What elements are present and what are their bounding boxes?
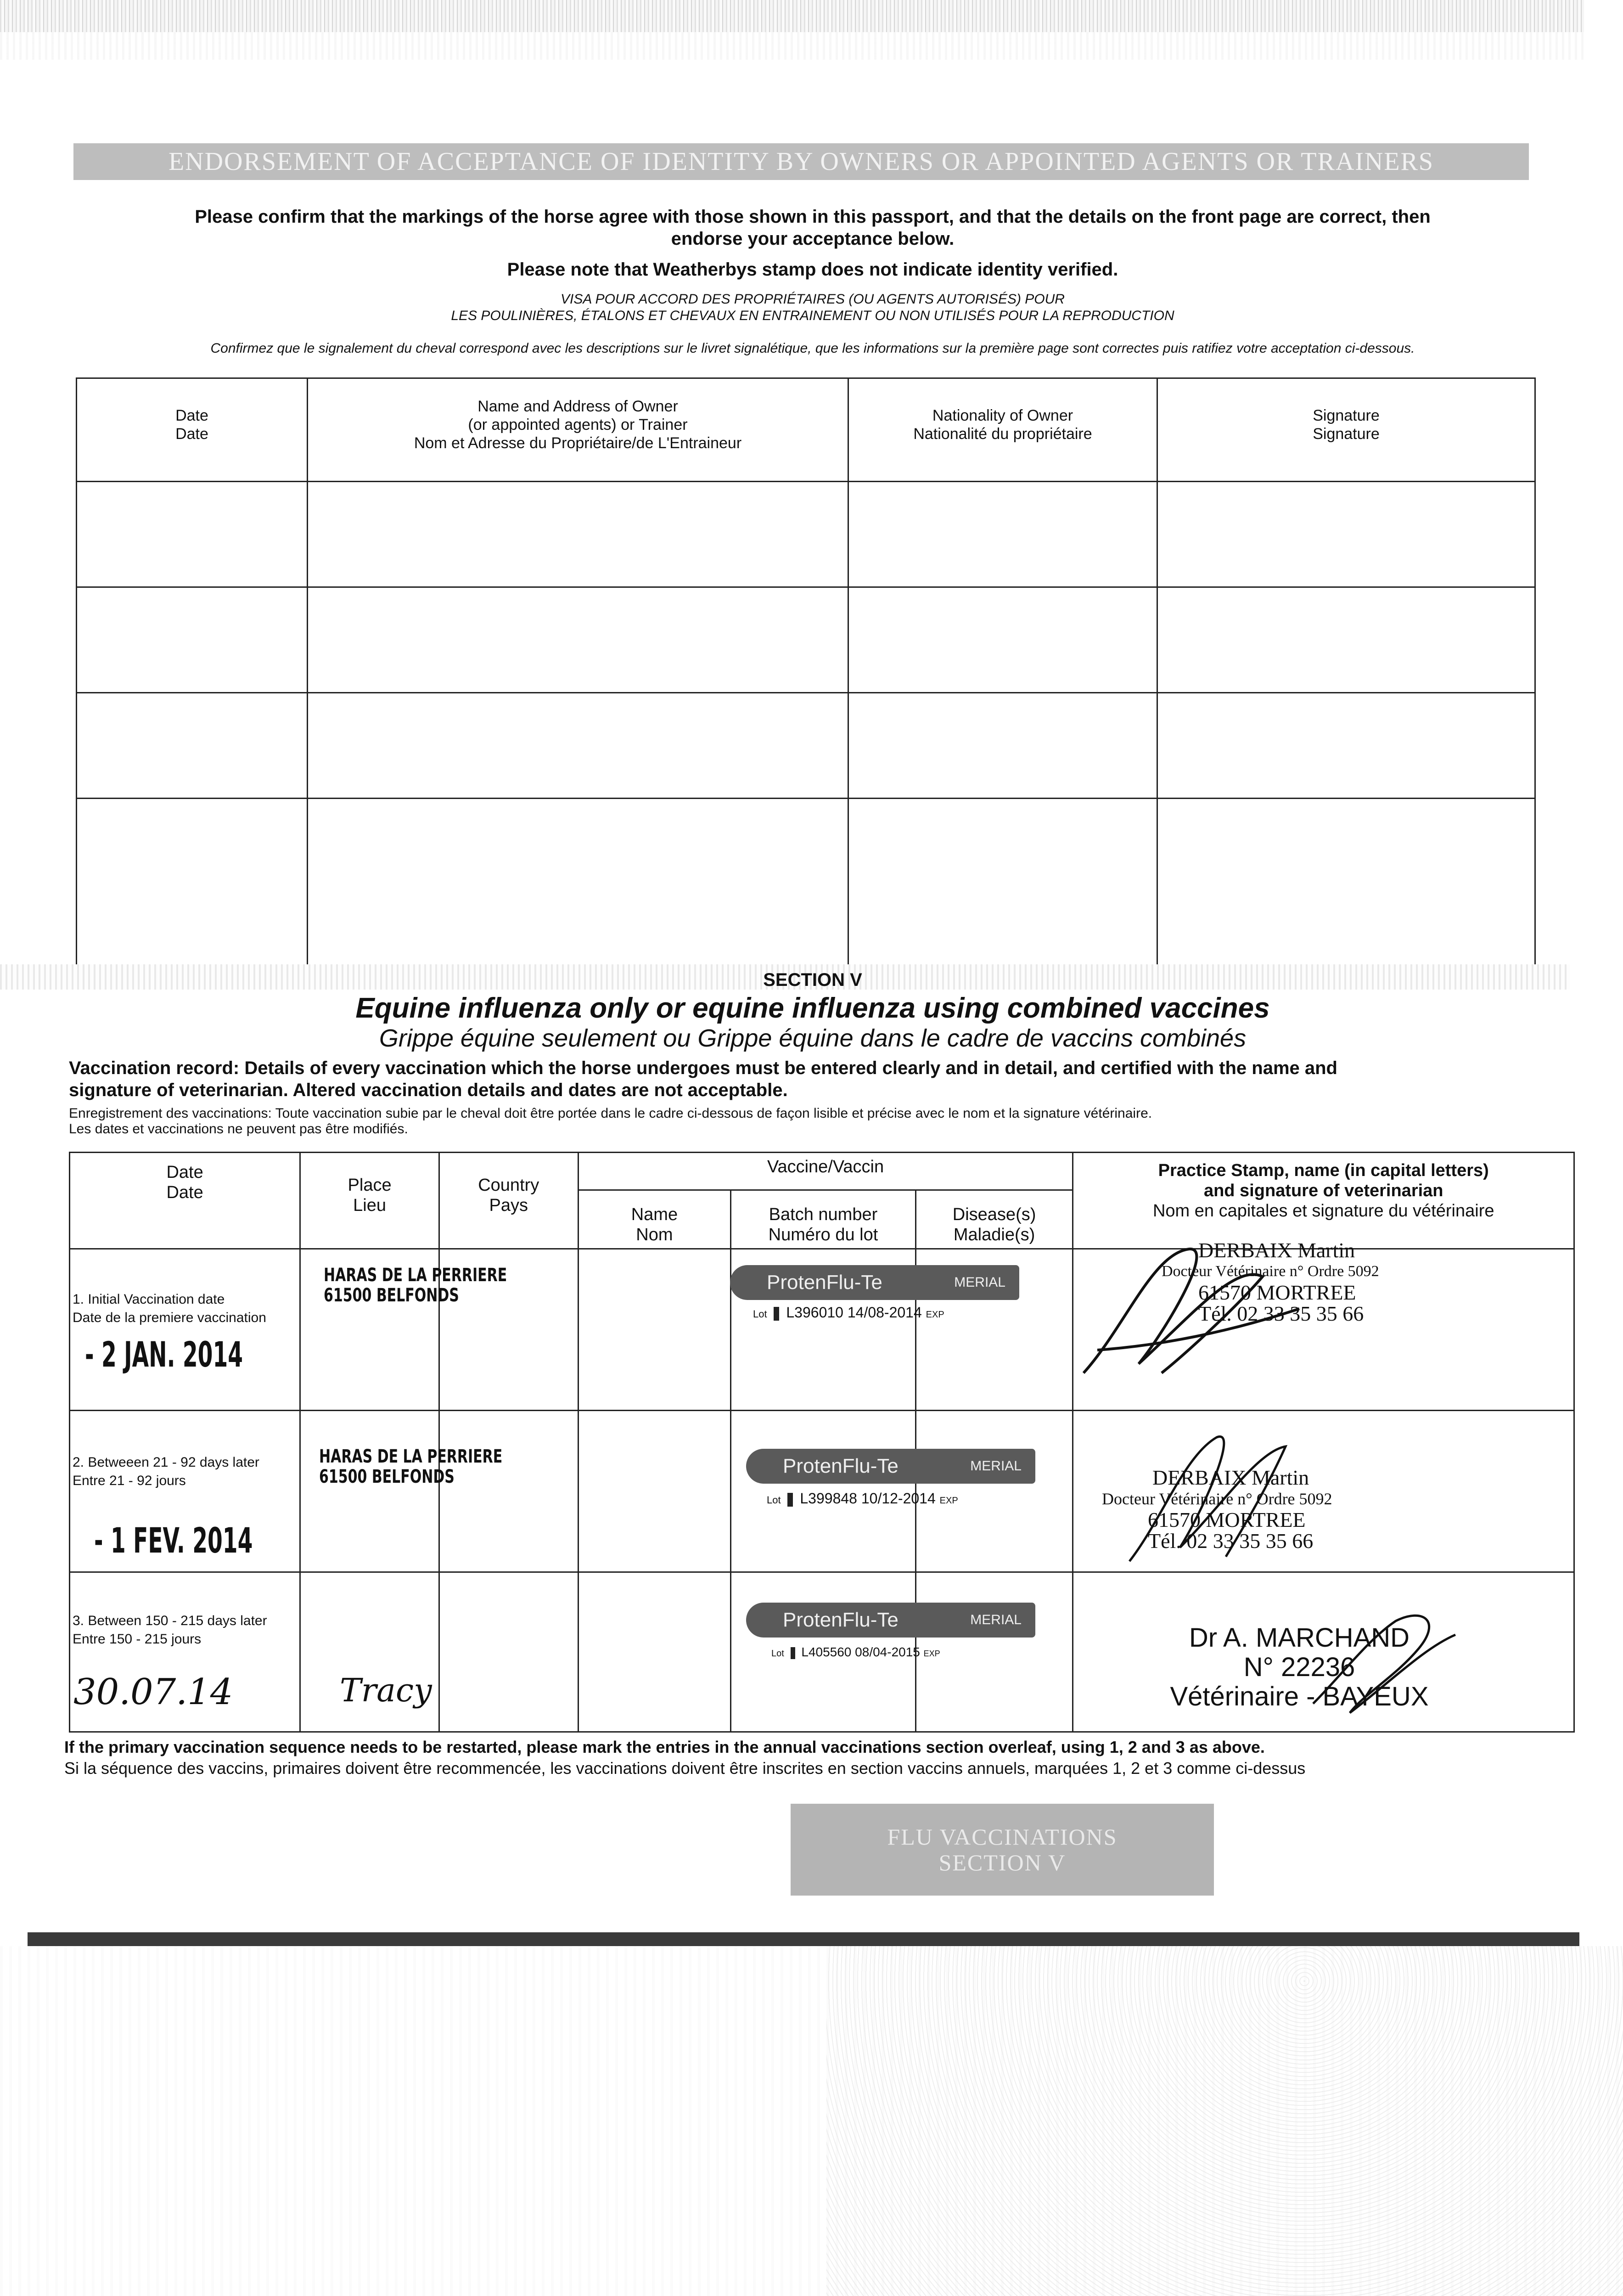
owner-cell[interactable] [1157, 587, 1535, 693]
row-3-label [73, 1612, 267, 1649]
row-3-date: 30.07.14 [73, 1671, 233, 1713]
vacc-date-en: Date [166, 1163, 203, 1182]
row-2-stamp-1: DERBAIX Martin [1152, 1466, 1309, 1489]
vacc-header-vaccine: Vaccine/Vaccin [578, 1153, 1073, 1190]
owner-cell[interactable] [848, 587, 1157, 693]
row-3-place-1: Tracy [340, 1671, 432, 1709]
record-fr-1: Enregistrement des vaccinations: Toute vaccination subie par le cheval doit être portée dans le cadre ci-dessous de façon lisible et précise avec le nom et la signature vétérinaire. [69, 1106, 1152, 1121]
row-2-stamp-2: Docteur Vétérinaire n° Ordre 5092 [1102, 1490, 1332, 1508]
header-date-en: Date [175, 407, 208, 424]
owner-cell[interactable] [77, 587, 308, 693]
vacc-stamp-en2: and signature of veterinarian [1203, 1181, 1443, 1200]
header-nat-en: Nationality of Owner [932, 407, 1073, 424]
footer-note-en: If the primary vaccination sequence needs to be restarted, please mark the entries in the annual vaccinations section overleaf, using 1, 2 and 3 as above. [64, 1738, 1265, 1756]
row-2-stamp-4: Tél. 02 33 35 35 66 [1148, 1529, 1314, 1553]
row-1-vaccine-label [730, 1265, 1019, 1300]
row-1-stamp-2: Docteur Vétérinaire n° Ordre 5092 [1162, 1263, 1379, 1280]
row-1-label-fr: Date de la premiere vaccination [73, 1310, 266, 1325]
row-1-batch-number: L396010 [786, 1304, 843, 1321]
intro-text [46, 206, 1579, 250]
row-3-label-fr: Entre 150 - 215 jours [73, 1632, 202, 1647]
vacc-header-row-1 [70, 1153, 1574, 1190]
endorsement-banner: ENDORSEMENT OF ACCEPTANCE OF IDENTITY BY OWNERS OR APPOINTED AGENTS OR TRAINERS [73, 143, 1529, 180]
vacc-batch-fr: Numéro du lot [768, 1225, 878, 1244]
row-1-batch [753, 1304, 944, 1321]
row-1-stamp-3: 61570 MORTREE [1198, 1281, 1356, 1304]
row-3-label-en: 3. Between 150 - 215 days later [73, 1613, 267, 1628]
table-row [77, 693, 1535, 799]
vacc-stamp-fr: Nom en capitales et signature du vétérinaire [1152, 1201, 1494, 1221]
flu-vaccinations-tab [791, 1804, 1214, 1896]
row-3-vaccine: ProtenFlu-Te [783, 1609, 899, 1631]
owner-table-header [77, 378, 1535, 482]
tab-line-2: SECTION V [938, 1850, 1066, 1875]
header-name-en: Name and Address of Owner [477, 398, 678, 415]
row-2-maker: MERIAL [970, 1458, 1022, 1474]
owner-cell[interactable] [308, 799, 848, 980]
row-2-expiry: 10/12-2014 [861, 1490, 936, 1507]
row-2-batch-number: L399848 [800, 1490, 857, 1507]
row-3-stamp-3: Vétérinaire - BAYEUX [1170, 1682, 1429, 1711]
row-3-vaccine-label [746, 1603, 1035, 1638]
intro-line-2: endorse your acceptance below. [671, 229, 955, 249]
owner-header-name [308, 378, 848, 482]
row-1-date: - 2 JAN. 2014 [85, 1334, 243, 1375]
row-1-maker: MERIAL [954, 1275, 1005, 1290]
row-3-lot-prefix: Lot [771, 1649, 784, 1659]
vacc-header-disease [915, 1190, 1073, 1249]
intro-line-3: Please note that Weatherbys stamp does not indicate identity verified. [507, 259, 1118, 280]
footer-note-fr: Si la séquence des vaccins, primaires doivent être recommencée, les vaccinations doivent être inscrites en section vaccins annuels, marquées 1, 2 et 3 comme ci-dessus [64, 1759, 1306, 1778]
row-1-signature-icon [1070, 1235, 1327, 1387]
intro-fr-2: LES POULINIÈRES, ÉTALONS ET CHEVAUX EN ENTRAINEMENT OU NON UTILISÉS POUR LA REPRODUCTION [451, 308, 1174, 323]
vacc-stamp-en: Practice Stamp, name (in capital letters) [1158, 1161, 1489, 1180]
row-3-maker: MERIAL [970, 1612, 1022, 1627]
row-2-label-en: 2. Betweeen 21 - 92 days later [73, 1455, 259, 1470]
scan-noise-top [0, 0, 1584, 32]
row-3-place [340, 1671, 432, 1709]
owner-cell[interactable] [848, 482, 1157, 587]
owner-cell[interactable] [1157, 799, 1535, 980]
row-3-batch-number: L405560 [801, 1645, 852, 1659]
vacc-header-batch [731, 1190, 916, 1249]
header-sig-en: Signature [1313, 407, 1380, 424]
barcode-icon [791, 1647, 795, 1659]
owner-header-date [77, 378, 308, 482]
intro-line-1: Please confirm that the markings of the horse agree with those shown in this passport, and that the details on the front page are correct, then [195, 207, 1431, 227]
row-2-vaccine: ProtenFlu-Te [783, 1455, 899, 1477]
row-1-stamp-4: Tél. 02 33 35 35 66 [1198, 1302, 1364, 1325]
owner-cell[interactable] [77, 482, 308, 587]
row-1-place-2: 61500 BELFONDS [324, 1285, 459, 1306]
owner-cell[interactable] [308, 482, 848, 587]
record-line-2: signature of veterinarian. Altered vaccination details and dates are not acceptable. [69, 1080, 788, 1100]
owner-table [76, 377, 1536, 980]
vacc-header-country [439, 1153, 578, 1249]
vacc-country-fr: Pays [489, 1196, 528, 1215]
owner-cell[interactable] [1157, 482, 1535, 587]
barcode-icon [787, 1493, 793, 1507]
tab-line-1: FLU VACCINATIONS [887, 1824, 1118, 1850]
vacc-batch-en: Batch number [769, 1205, 878, 1224]
header-sig-fr: Signature [1313, 425, 1380, 443]
row-2-label [73, 1453, 259, 1490]
row-2-date: - 1 FEV. 2014 [94, 1520, 253, 1561]
owner-cell[interactable] [848, 799, 1157, 980]
section-title: Equine influenza only or equine influenza using combined vaccines [355, 992, 1270, 1024]
vacc-header-place [300, 1153, 439, 1249]
vacc-cell[interactable] [70, 1249, 300, 1411]
vacc-cell[interactable] [439, 1572, 578, 1732]
row-2-lot-prefix: Lot [767, 1494, 781, 1506]
owner-header-signature [1157, 378, 1535, 482]
table-row [77, 482, 1535, 587]
vacc-cell[interactable] [578, 1411, 731, 1572]
row-1-exp-suffix: EXP [926, 1310, 944, 1320]
row-3-signature-icon [1304, 1593, 1478, 1731]
row-2-signature-icon [1120, 1419, 1322, 1570]
row-3-stamp-1: Dr A. MARCHAND [1189, 1623, 1410, 1653]
vaccination-record-text [69, 1057, 1538, 1101]
vacc-name-fr: Nom [636, 1225, 673, 1244]
row-1-place-1: HARAS DE LA PERRIERE [324, 1265, 507, 1286]
row-1-label [73, 1290, 266, 1327]
record-fr-2: Les dates et vaccinations ne peuvent pas être modifiés. [69, 1121, 408, 1137]
owner-cell[interactable] [848, 693, 1157, 799]
table-row [77, 799, 1535, 980]
scan-noise-top-2 [0, 32, 1584, 60]
vacc-date-fr: Date [166, 1183, 203, 1202]
scan-noise-bottom [0, 1946, 1623, 2296]
vacc-header-date [70, 1153, 300, 1249]
vacc-cell[interactable] [439, 1411, 578, 1572]
row-1-vaccine: ProtenFlu-Te [767, 1271, 882, 1294]
header-nat-fr: Nationalité du propriétaire [913, 425, 1092, 443]
vacc-cell[interactable] [578, 1572, 731, 1732]
row-3-exp-suffix: EXP [923, 1649, 940, 1658]
owner-cell[interactable] [1157, 693, 1535, 799]
intro-fr-3: Confirmez que le signalement du cheval correspond avec les descriptions sur le livret signalétique, que les informations sur la première page sont correctes puis ratifiez votre acceptation ci-dessous. [210, 341, 1415, 356]
intro-french [46, 291, 1579, 324]
section-subtitle: Grippe équine seulement ou Grippe équine dans le cadre de vaccins combinés [379, 1024, 1247, 1052]
header-name-en2: (or appointed agents) or Trainer [468, 416, 688, 433]
page-edge-bar [28, 1932, 1579, 1946]
vacc-disease-fr: Maladie(s) [953, 1225, 1035, 1244]
row-2-vaccine-label [746, 1449, 1035, 1484]
row-2-place-2: 61500 BELFONDS [319, 1466, 455, 1487]
vacc-cell[interactable] [578, 1249, 731, 1411]
intro-fr-1: VISA POUR ACCORD DES PROPRIÉTAIRES (OU AGENTS AUTORISÉS) POUR [561, 292, 1065, 307]
row-1-label-en: 1. Initial Vaccination date [73, 1292, 225, 1307]
vacc-header-name [578, 1190, 731, 1249]
owner-cell[interactable] [77, 799, 308, 980]
vacc-cell[interactable] [300, 1411, 439, 1572]
section-label: SECTION V [763, 970, 862, 990]
barcode-icon [774, 1307, 779, 1321]
vacc-name-en: Name [631, 1205, 678, 1224]
row-2-exp-suffix: EXP [939, 1496, 958, 1506]
row-2-label-fr: Entre 21 - 92 jours [73, 1473, 186, 1488]
header-name-fr: Nom et Adresse du Propriétaire/de L'Entraineur [414, 434, 742, 452]
row-3-stamp-2: N° 22236 [1243, 1652, 1355, 1682]
vaccination-record-french [69, 1106, 1538, 1137]
row-1-stamp-1: DERBAIX Martin [1198, 1238, 1355, 1262]
table-row [77, 587, 1535, 693]
row-3-expiry: 08/04-2015 [855, 1645, 920, 1659]
header-date-fr: Date [175, 425, 208, 443]
row-1-place [324, 1265, 507, 1306]
owner-cell[interactable] [77, 693, 308, 799]
record-rest: Details of every vaccination which the horse undergoes must be entered clearly and in detail, and certified with the name and [244, 1058, 1337, 1078]
row-1-lot-prefix: Lot [753, 1308, 767, 1320]
vacc-place-en: Place [348, 1176, 392, 1195]
record-lead: Vaccination record: [69, 1058, 240, 1078]
vacc-disease-en: Disease(s) [952, 1205, 1036, 1224]
row-3-batch [771, 1645, 940, 1660]
owner-header-nationality [848, 378, 1157, 482]
vacc-place-fr: Lieu [353, 1196, 386, 1215]
row-1-expiry: 14/08-2014 [847, 1304, 922, 1321]
row-2-place [319, 1446, 502, 1487]
vacc-header-stamp [1073, 1153, 1574, 1249]
vacc-country-en: Country [478, 1176, 539, 1195]
row-2-batch [767, 1490, 958, 1507]
owner-cell[interactable] [308, 693, 848, 799]
owner-cell[interactable] [308, 587, 848, 693]
row-2-place-1: HARAS DE LA PERRIERE [319, 1446, 503, 1467]
row-2-stamp-3: 61570 MORTREE [1148, 1508, 1306, 1531]
